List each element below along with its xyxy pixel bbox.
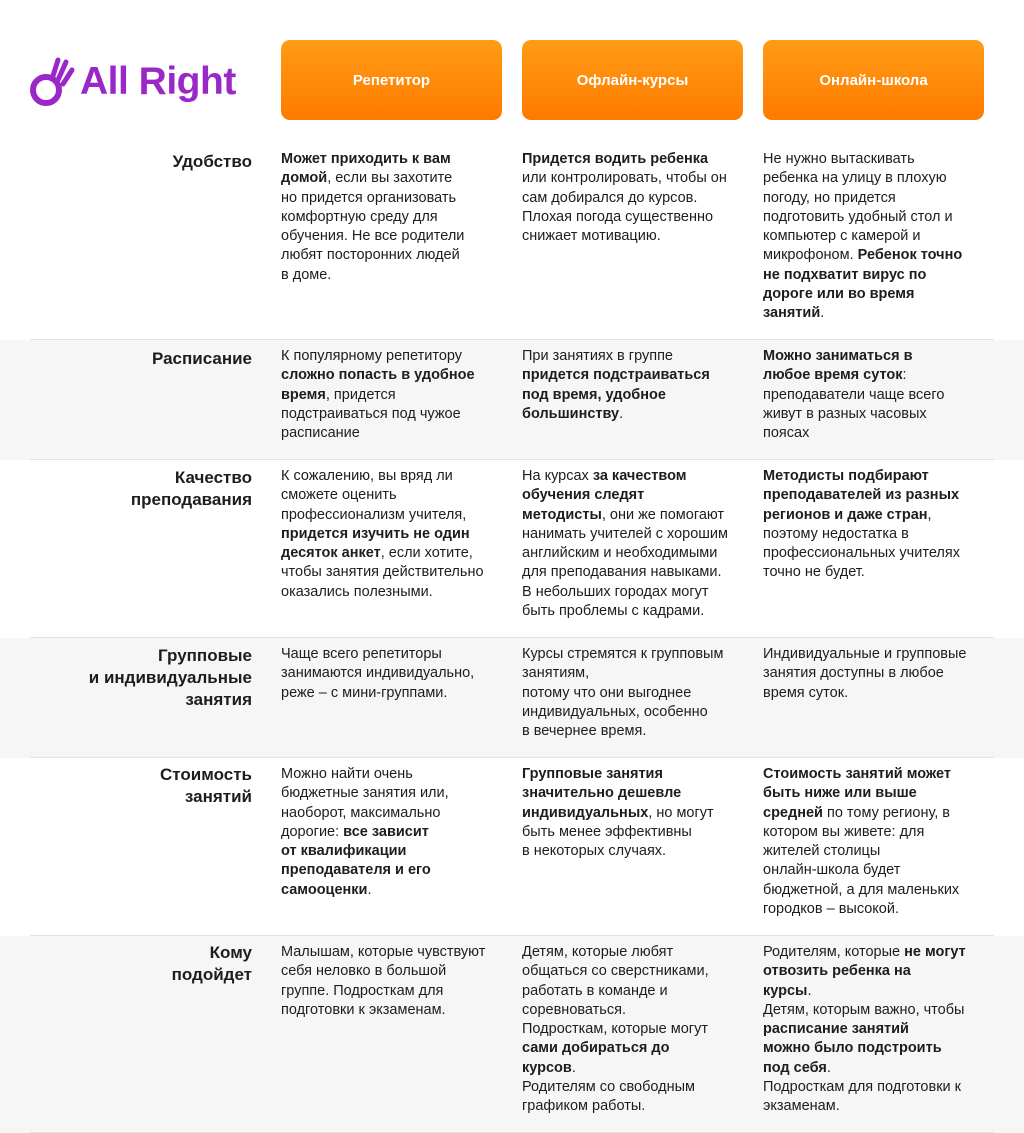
cell-offline-courses: Детям, которые любят общаться со сверстниками, работать в команде и соревноваться. Подросткам, которые могут сами добираться до курсов. Родителям со свободным графиком работы. <box>522 944 709 1115</box>
ok-hand-icon <box>28 52 76 112</box>
row-label: Стоимость занятий <box>160 765 252 806</box>
cell-offline-courses: При занятиях в группе придется подстраиваться под время, удобное большинству. <box>522 348 710 422</box>
comparison-row-cost <box>0 758 1024 936</box>
comparison-row-convenience <box>0 140 1024 340</box>
cell-tutor: К сожалению, вы вряд ли сможете оценить профессионализм учителя, придется изучить не один десяток анкет, если хотите, чтобы занятия действительно оказались полезными. <box>281 468 484 600</box>
column-header-online-school: Онлайн-школа <box>763 40 984 120</box>
row-label: Групповые и индивидуальные занятия <box>88 646 252 709</box>
cell-offline-courses: Групповые занятия значительно дешевле индивидуальных, но могут быть менее эффективны в некоторых случаях. <box>522 766 714 860</box>
cell-offline-courses: Придется водить ребенка или контролировать, чтобы он сам добирался до курсов. Плохая погода существенно снижает мотивацию. <box>522 151 727 245</box>
row-label: Удобство <box>172 152 252 171</box>
cell-online-school: Индивидуальные и групповые занятия доступны в любое время суток. <box>763 646 967 701</box>
comparison-row-group-individual <box>0 638 1024 758</box>
cell-online-school: Методисты подбирают преподавателей из разных регионов и даже стран, поэтому недостатка в профессиональных учителях точно не будет. <box>763 468 960 581</box>
brand-name: All Right <box>80 60 236 103</box>
comparison-row-suitable-for <box>0 936 1024 1133</box>
cell-tutor: Чаще всего репетиторы занимаются индивидуально, реже – с мини-группами. <box>281 646 475 701</box>
cell-tutor: К популярному репетитору сложно попасть в удобное время, придется подстраиваться под чужое расписание <box>281 348 475 442</box>
row-label: Качество преподавания <box>130 468 252 509</box>
cell-tutor: Малышам, которые чувствуют себя неловко в большой группе. Подросткам для подготовки к экзаменам. <box>281 944 486 1018</box>
comparison-row-teaching-quality <box>0 460 1024 638</box>
cell-online-school: Родителям, которые не могут отвозить ребенка на курсы. Детям, которым важно, чтобы расписание занятий можно было подстроить под себя. Подросткам для подготовки к экзаменам. <box>763 944 966 1115</box>
row-label: Расписание <box>151 349 252 368</box>
comparison-row-schedule <box>0 340 1024 460</box>
cell-online-school: Можно заниматься в любое время суток: преподаватели чаще всего живут в разных часовых поясах <box>763 348 945 442</box>
column-header-tutor: Репетитор <box>281 40 502 120</box>
cell-online-school: Стоимость занятий может быть ниже или выше средней по тому региону, в котором вы живете: для жителей столицы онлайн-школа будет бюджетной, а для маленьких городков – высокой. <box>763 766 960 918</box>
brand-logo[interactable] <box>28 52 268 112</box>
column-header-offline-courses: Офлайн-курсы <box>522 40 743 120</box>
cell-offline-courses: Курсы стремятся к групповым занятиям, потому что они выгоднее индивидуальных, особенно в вечернее время. <box>522 646 724 740</box>
cell-online-school: Не нужно вытаскивать ребенка на улицу в плохую погоду, но придется подготовить удобный стол и компьютер с камерой и микрофоном. Ребенок точно не подхватит вирус по дороге или во время занятий. <box>763 151 963 322</box>
row-label: Кому подойдет <box>171 943 252 984</box>
cell-offline-courses: На курсах за качеством обучения следят методисты, они же помогают нанимать учителей с хорошим английским и необходимыми для преподавания навыками. В небольших городах могут быть проблемы с кадрами. <box>522 468 728 620</box>
cell-tutor: Можно найти очень бюджетные занятия или, наоборот, максимально дорогие: все зависит от квалификации преподавателя и его самооценки. <box>281 766 449 898</box>
cell-tutor: Может приходить к вам домой, если вы захотите но придется организовать комфортную среду для обучения. Не все родители любят посторонних людей в доме. <box>281 151 465 283</box>
